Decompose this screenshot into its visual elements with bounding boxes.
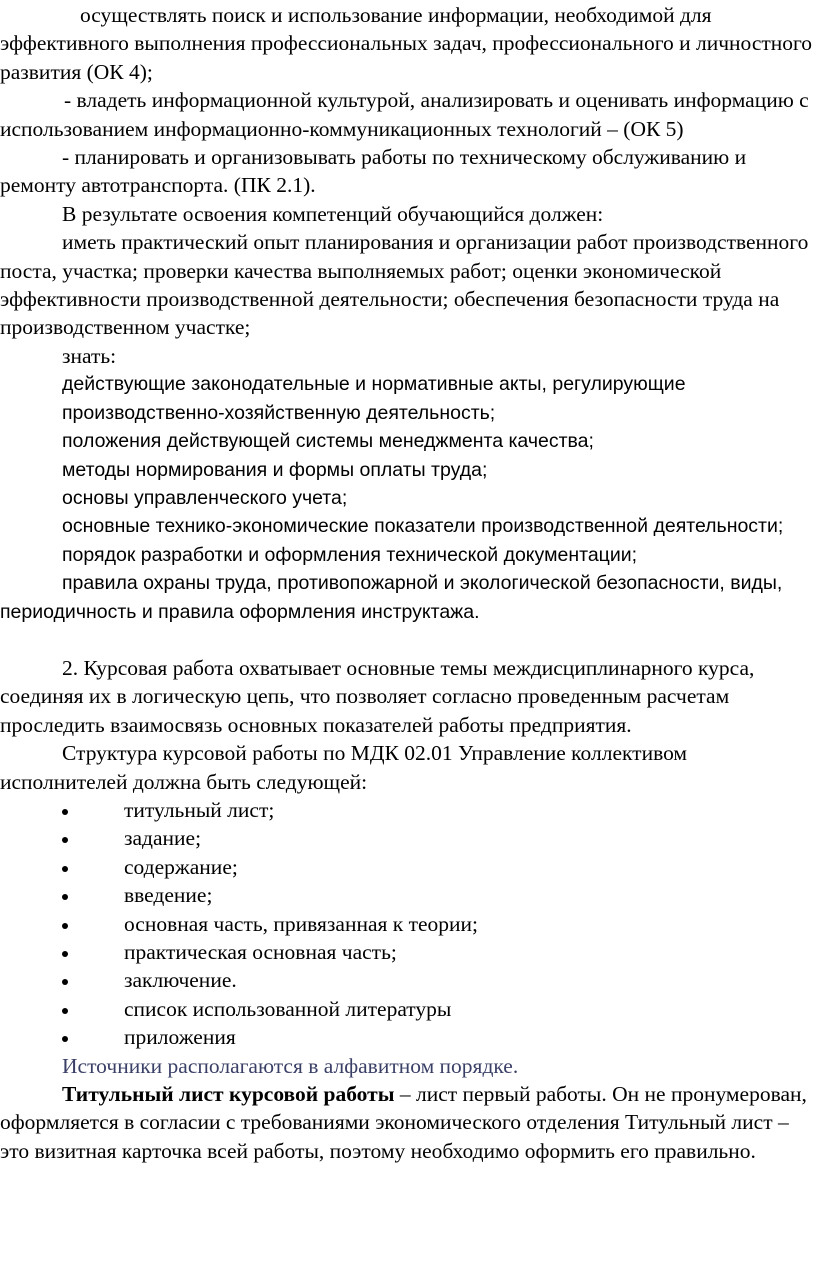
bullet-icon [62, 1036, 68, 1042]
title-page-description: – лист первый работы. Он не пронумерован, оформляется в согласии с требованиями экономического отделения Титульный лист – это визитная карточка всей работы, поэтому необходимо оформить его правильно. [0, 1082, 807, 1163]
sources-note: Источники располагаются в алфавитном порядке. [62, 1053, 519, 1078]
title-page-paragraph [0, 1080, 816, 1165]
knowledge-item: основные технико-экономические показатели производственной деятельности; [62, 515, 784, 538]
knowledge-item: основы управленческого учета; [62, 486, 348, 509]
spacer [0, 626, 816, 654]
title-page-term: Титульный лист курсовой работы [62, 1082, 395, 1107]
bullet-icon [62, 837, 68, 843]
knowledge-item: методы нормирования и формы оплаты труда; [62, 458, 488, 481]
bullet-icon [62, 923, 68, 929]
bullet-icon [62, 809, 68, 815]
competency-pk21: - планировать и организовывать работы по техническому обслуживанию и ремонту автотранспорта. (ПК 2.1). [0, 145, 747, 198]
knowledge-item: порядок разработки и оформления технической документации; [62, 543, 638, 566]
bullet-icon [62, 951, 68, 957]
list-item: содержание; [0, 853, 816, 881]
list-item: титульный лист; [0, 796, 816, 824]
competency-ok4: осуществлять поиск и использование информации, необходимой для эффективного выполнения профессиональных задач, профессионального и личностного развития (ОК 4); [0, 3, 813, 84]
competency-ok5: - владеть информационной культурой, анализировать и оценивать информацию с использованием информационно-коммуникационных технологий – (ОК 5) [0, 88, 809, 141]
list-item: введение; [0, 881, 816, 909]
bullet-icon [62, 866, 68, 872]
bullet-icon [62, 894, 68, 900]
bullet-icon [62, 1008, 68, 1014]
list-item: приложения [0, 1023, 816, 1051]
list-item: список использованной литературы [0, 995, 816, 1023]
list-item: заключение. [0, 966, 816, 994]
knowledge-item: производственно-хозяйственную деятельность; [62, 401, 496, 424]
structure-list [0, 796, 816, 1052]
list-item: практическая основная часть; [0, 938, 816, 966]
knowledge-item: правила охраны труда, противопожарной и экологической безопасности, виды, периодичность и правила оформления инструктажа. [0, 572, 783, 623]
bullet-icon [62, 979, 68, 985]
list-item: задание; [0, 824, 816, 852]
result-intro: В результате освоения компетенций обучающийся должен: [62, 201, 604, 226]
section-2-paragraph: 2. Курсовая работа охватывает основные темы междисциплинарного курса, соединяя их в логическую цепь, что позволяет согласно проведенным расчетам проследить взаимосвязь основных показателей работы предприятия. [0, 655, 755, 737]
knowledge-item: положения действующей системы менеджмента качества; [62, 430, 594, 453]
practice-experience: иметь практический опыт планирования и организации работ производственного поста, участка; проверки качества выполняемых работ; оценки экономической эффективности производственной деятельности; обеспечения безопасности труда на производственном участке; [0, 230, 809, 340]
structure-intro: Структура курсовой работы по МДК 02.01 Управление коллективом исполнителей должна быть следующей: [0, 741, 688, 794]
list-item: основная часть, привязанная к теории; [0, 910, 816, 938]
knowledge-item: действующие законодательные и нормативные акты, регулирующие [62, 373, 686, 396]
know-label: знать: [62, 343, 117, 368]
